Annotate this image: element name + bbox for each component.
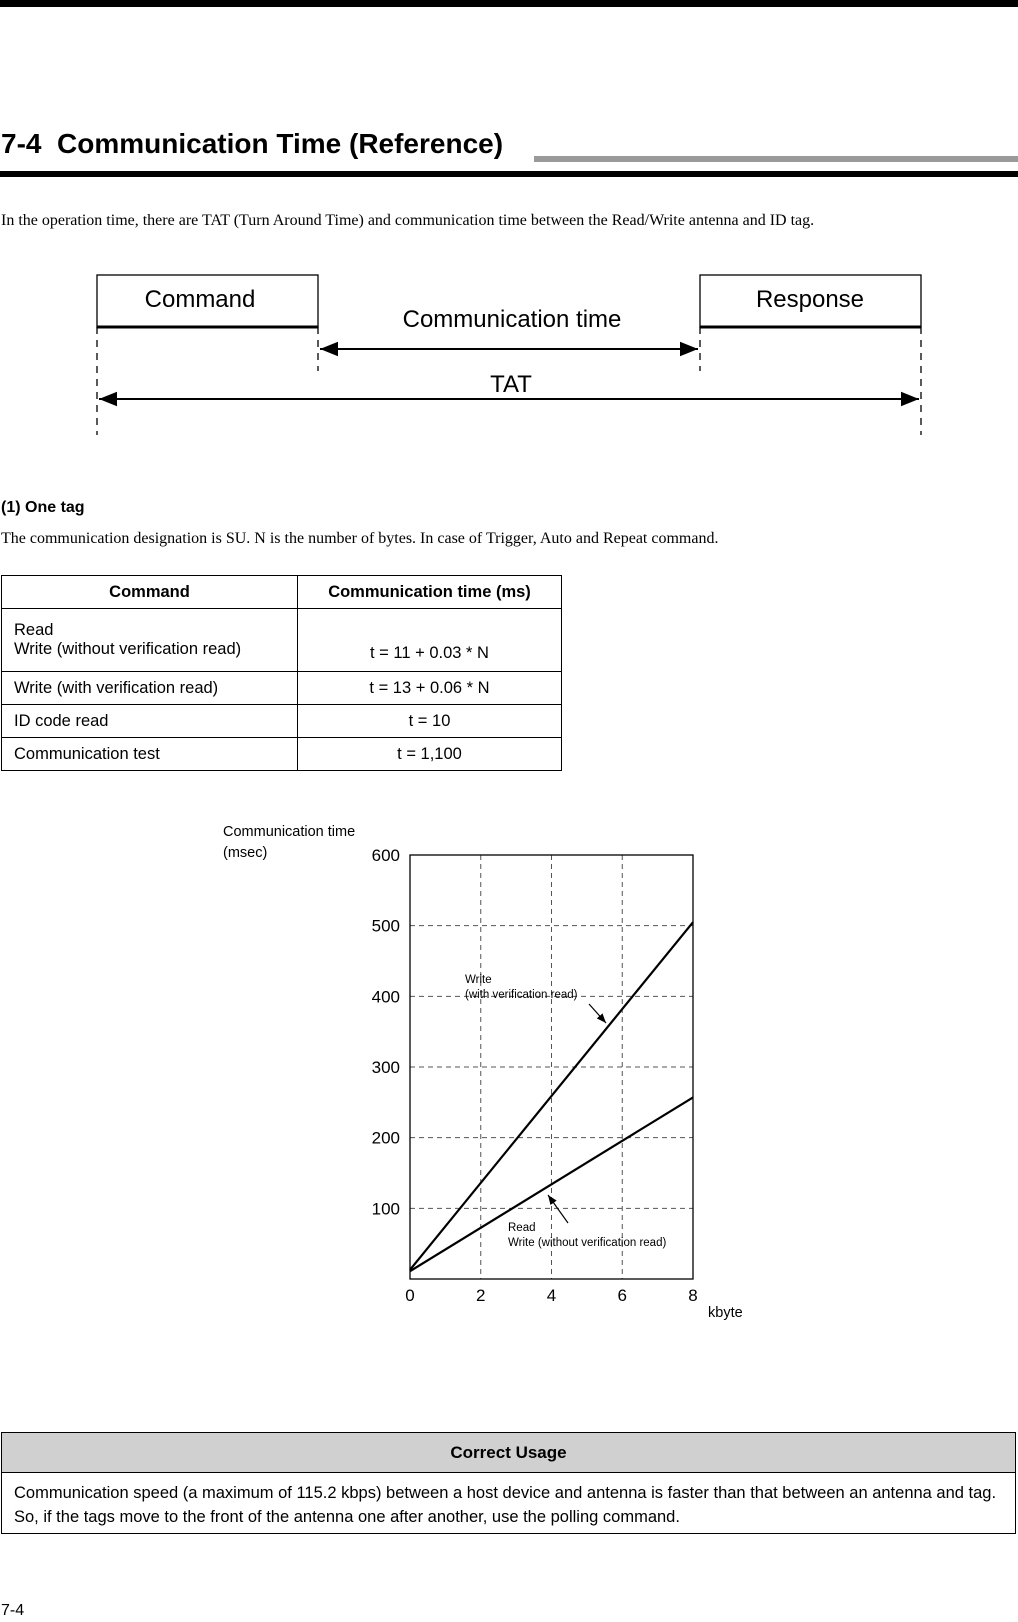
write-series-label-detail: (with verification read)	[465, 989, 578, 1001]
x-tick-label: 4	[546, 1286, 557, 1305]
communication-time-label: Communication time	[402, 306, 622, 333]
y-tick-label: 300	[371, 1058, 400, 1077]
x-tick-label: 2	[476, 1286, 486, 1305]
table-header-time: Communication time (ms)	[298, 576, 562, 609]
write-series-pointer	[589, 1004, 606, 1023]
timing-diagram	[0, 265, 1018, 445]
table-row	[2, 672, 562, 705]
x-axis-label: kbyte	[708, 1305, 743, 1321]
table-cell-command: Communication test	[2, 738, 298, 771]
command-label: Command	[144, 286, 256, 313]
read-series-label-detail: Write (without verification read)	[508, 1237, 667, 1249]
y-axis-label: Communication time	[223, 824, 356, 840]
communication-time-chart	[0, 810, 1018, 1330]
title-grey-rule	[534, 156, 1018, 162]
table-header-row	[2, 576, 562, 609]
table-header-command: Command	[2, 576, 298, 609]
correct-usage-box	[1, 1432, 1016, 1534]
table-cell-command	[2, 609, 298, 672]
table-row	[2, 705, 562, 738]
one-tag-heading: (1) One tag	[1, 499, 85, 516]
table-cell-command: ID code read	[2, 705, 298, 738]
tat-label: TAT	[490, 371, 532, 398]
command-line: Read	[14, 621, 54, 639]
section-title-text: Communication Time (Reference)	[57, 128, 504, 159]
table-cell-time: t = 13 + 0.06 * N	[298, 672, 562, 705]
table-cell-command: Write (with verification read)	[2, 672, 298, 705]
table-cell-time: t = 11 + 0.03 * N	[298, 609, 562, 672]
title-black-rule	[0, 171, 1018, 177]
y-tick-label: 600	[371, 846, 400, 865]
correct-usage-text: Communication speed (a maximum of 115.2 kbps) between a host device and antenna is faster than that between an antenna and tag. So, if the tags move to the front of the antenna one after another, use the polling command.	[14, 1484, 997, 1526]
table-cell-time: t = 1,100	[298, 738, 562, 771]
y-tick-label: 400	[371, 987, 400, 1007]
y-tick-label: 500	[371, 916, 400, 936]
read-series-label: Read	[508, 1222, 536, 1234]
table-cell-time: t = 10	[298, 705, 562, 738]
x-tick-label: 0	[405, 1286, 415, 1305]
response-label: Response	[755, 286, 865, 313]
table-row	[2, 738, 562, 771]
grid	[410, 855, 693, 1279]
section-title	[1, 128, 503, 160]
one-tag-description: The communication designation is SU. N is the number of bytes. In case of Trigger, Auto and Repeat command.	[1, 530, 719, 547]
table-row	[2, 609, 562, 672]
y-tick-label: 200	[371, 1128, 400, 1148]
intro-paragraph: In the operation time, there are TAT (Turn Around Time) and communication time between the Read/Write antenna and ID tag.	[1, 212, 815, 229]
x-tick-label: 8	[688, 1286, 698, 1305]
top-rule	[0, 0, 1018, 7]
x-tick-label: 6	[617, 1286, 627, 1305]
communication-time-table	[1, 575, 562, 771]
write-series-label: Write	[465, 974, 492, 986]
section-number: 7-4	[1, 128, 42, 159]
correct-usage-title: Correct Usage	[2, 1433, 1015, 1473]
page-number: 7-4	[1, 1602, 25, 1619]
y-tick-label: 100	[371, 1199, 400, 1219]
y-axis-unit: (msec)	[223, 845, 268, 861]
command-line: Write (without verification read)	[14, 640, 242, 658]
